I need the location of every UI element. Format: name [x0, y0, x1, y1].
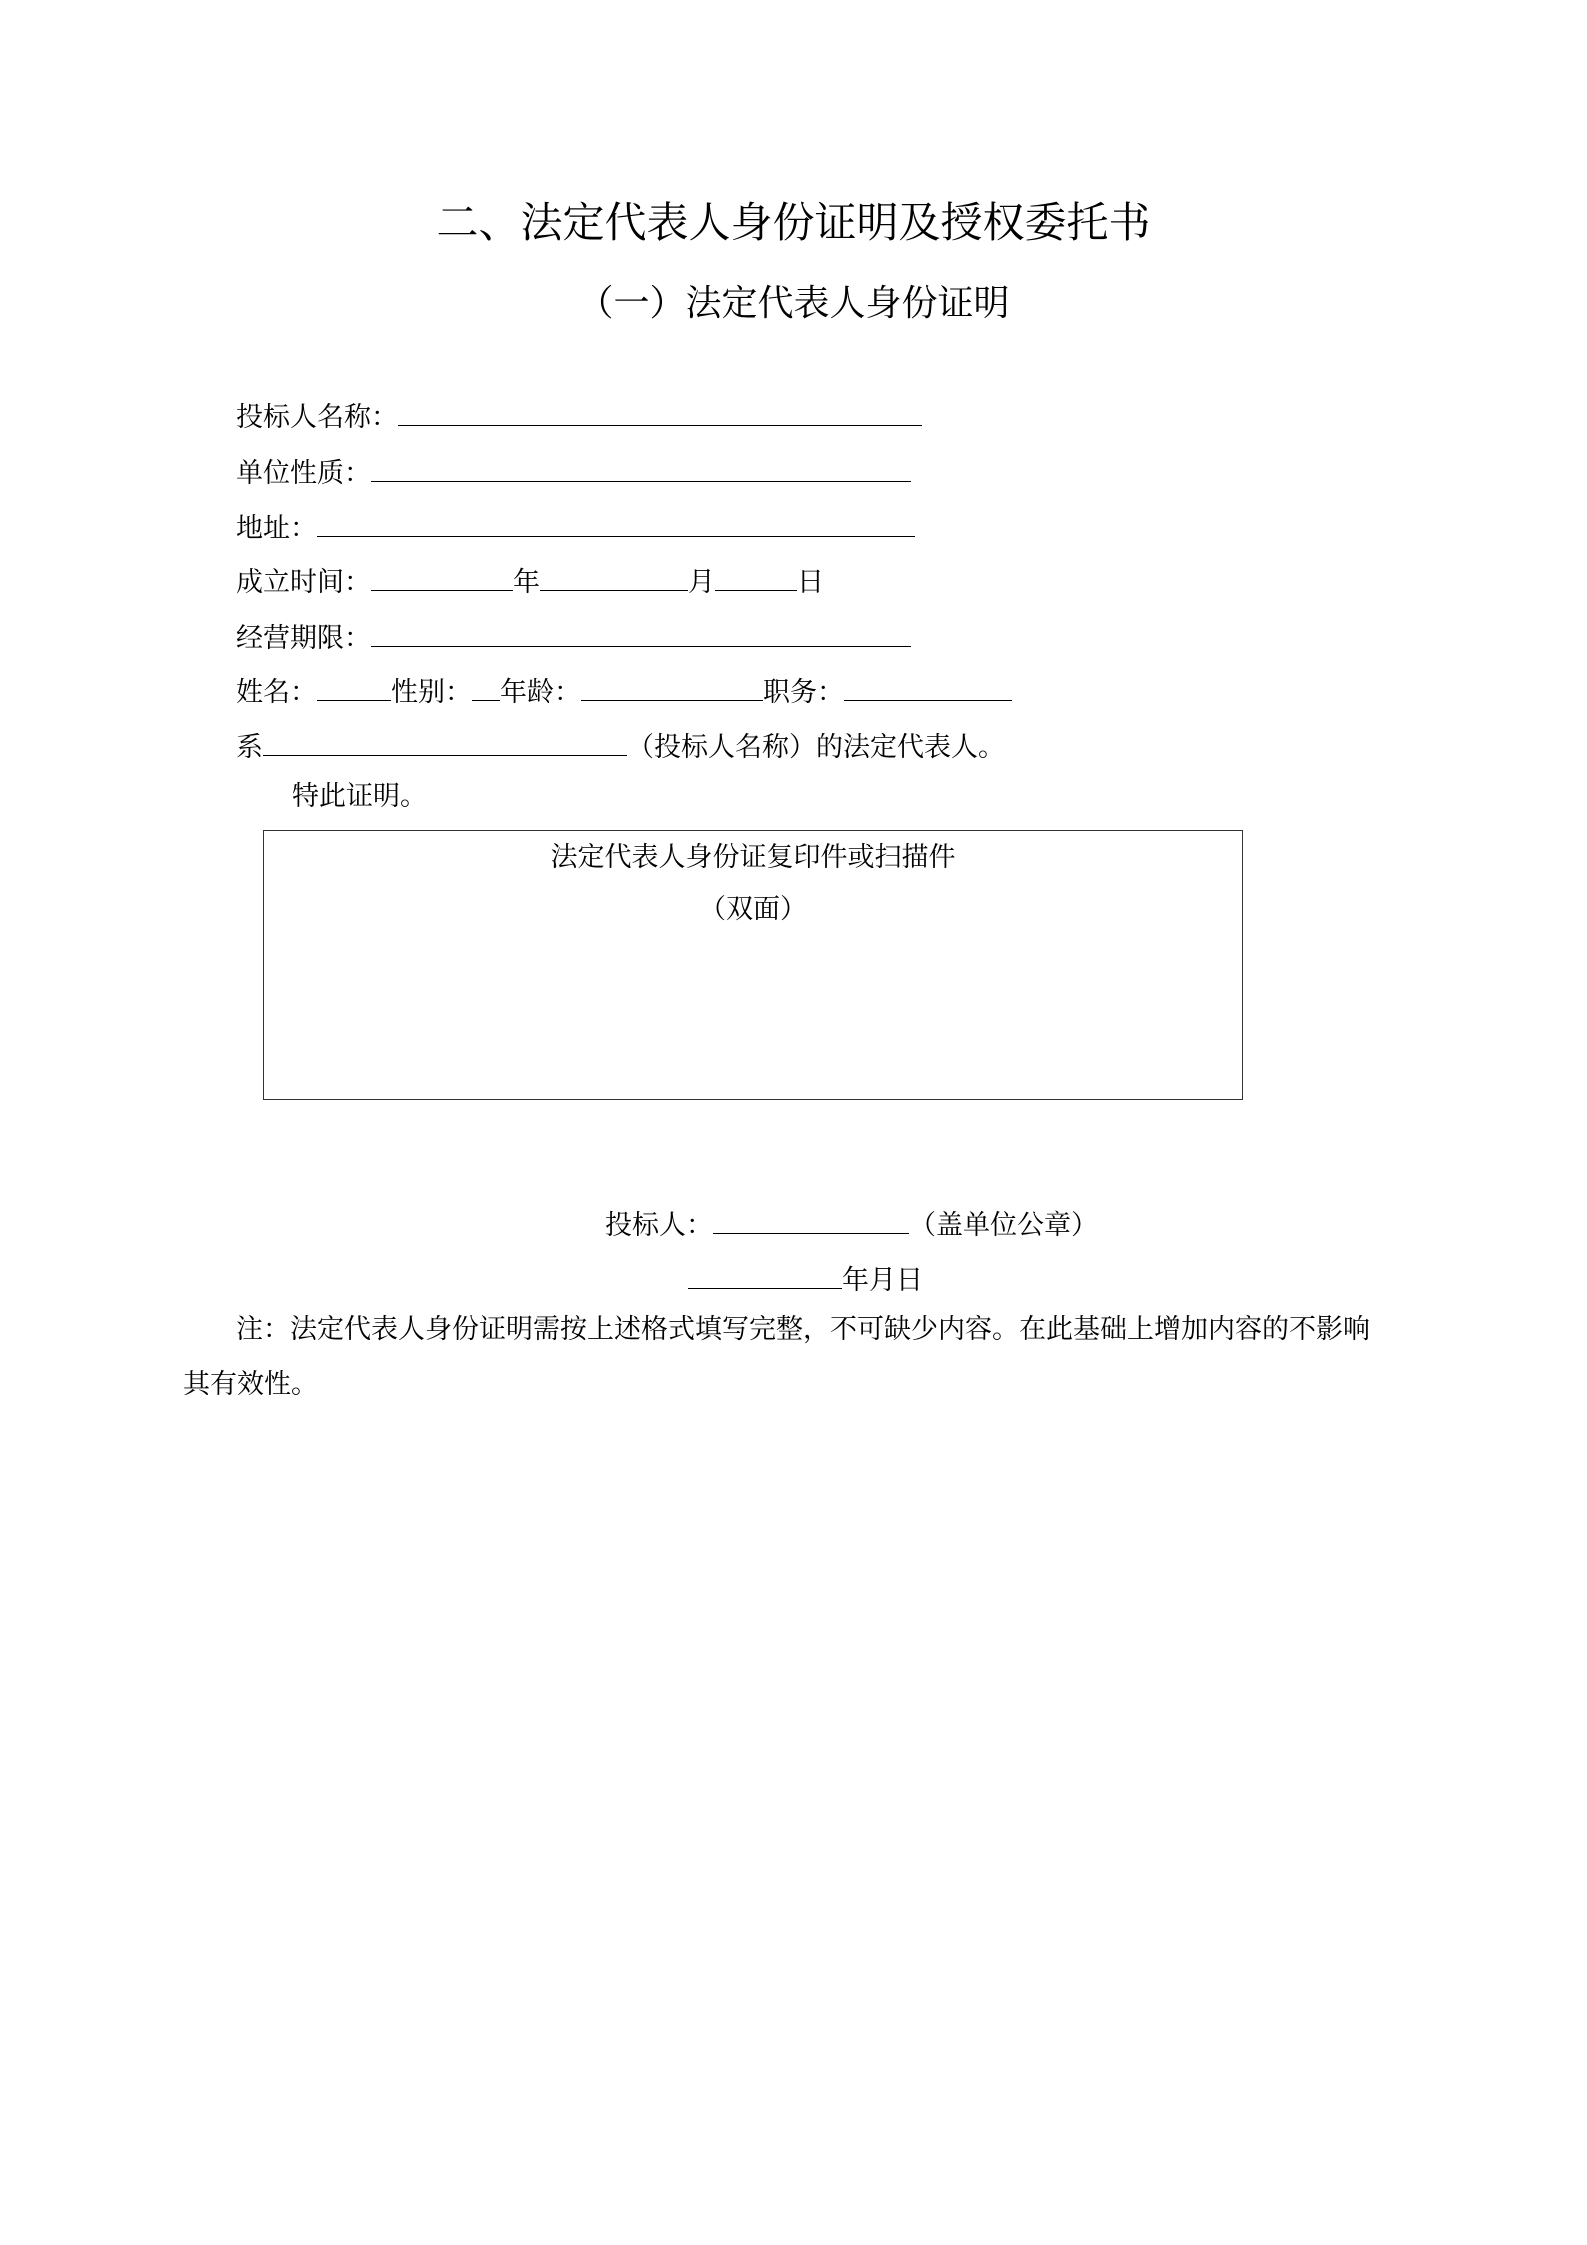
- gender-label: 性别：: [391, 677, 472, 708]
- document-subtitle: （一）法定代表人身份证明: [577, 283, 1010, 324]
- name-label: 姓名：: [236, 677, 317, 708]
- is-suffix: （投标人名称）的法定代表人。: [627, 732, 1005, 763]
- is-prefix: 系: [236, 732, 263, 763]
- age-blank[interactable]: [581, 670, 763, 701]
- business-term-label: 经营期限：: [236, 623, 371, 654]
- position-blank[interactable]: [844, 670, 1012, 701]
- name-blank[interactable]: [317, 670, 391, 701]
- unit-nature-blank[interactable]: [371, 451, 911, 482]
- established-day-blank[interactable]: [715, 560, 797, 591]
- address-label: 地址：: [236, 513, 317, 544]
- unit-nature-row: [236, 451, 911, 492]
- signature-date-blank[interactable]: [688, 1258, 842, 1289]
- signature-date-row: [688, 1258, 923, 1299]
- business-term-blank[interactable]: [371, 616, 911, 647]
- note-line-2: 其有效性。: [183, 1369, 318, 1400]
- address-row: [236, 506, 915, 547]
- id-box-title: 法定代表人身份证复印件或扫描件: [550, 842, 956, 873]
- bidder-name-blank[interactable]: [398, 395, 922, 426]
- bidder-name-label: 投标人名称：: [236, 402, 398, 433]
- bidder-signature-row: [605, 1203, 1098, 1244]
- year-label: 年: [513, 567, 540, 598]
- established-row: [236, 560, 824, 601]
- certify-text: 特此证明。: [292, 781, 427, 812]
- month-label: 月: [688, 567, 715, 598]
- address-blank[interactable]: [317, 506, 915, 537]
- note-line-1: 注：法定代表人身份证明需按上述格式填写完整，不可缺少内容。在此基础上增加内容的不影响: [236, 1314, 1370, 1345]
- gender-blank[interactable]: [472, 670, 500, 701]
- position-label: 职务：: [763, 677, 844, 708]
- id-box-subtitle: （双面）: [699, 894, 807, 925]
- age-label: 年龄：: [500, 677, 581, 708]
- established-label: 成立时间：: [236, 567, 371, 598]
- established-month-blank[interactable]: [540, 560, 688, 591]
- personal-info-row: [236, 670, 1012, 711]
- date-label: 年月日: [842, 1265, 923, 1296]
- representative-row: [236, 725, 1005, 766]
- id-copy-box: [263, 830, 1243, 1100]
- bidder-signature-blank[interactable]: [713, 1203, 909, 1234]
- business-term-row: [236, 616, 911, 657]
- unit-nature-label: 单位性质：: [236, 458, 371, 489]
- established-year-blank[interactable]: [371, 560, 513, 591]
- day-label: 日: [797, 567, 824, 598]
- bidder-name-row: [236, 395, 922, 436]
- bidder-label: 投标人：: [605, 1210, 713, 1241]
- seal-note: （盖单位公章）: [909, 1210, 1098, 1241]
- document-title: 二、法定代表人身份证明及授权委托书: [436, 198, 1151, 247]
- company-name-blank[interactable]: [263, 725, 627, 756]
